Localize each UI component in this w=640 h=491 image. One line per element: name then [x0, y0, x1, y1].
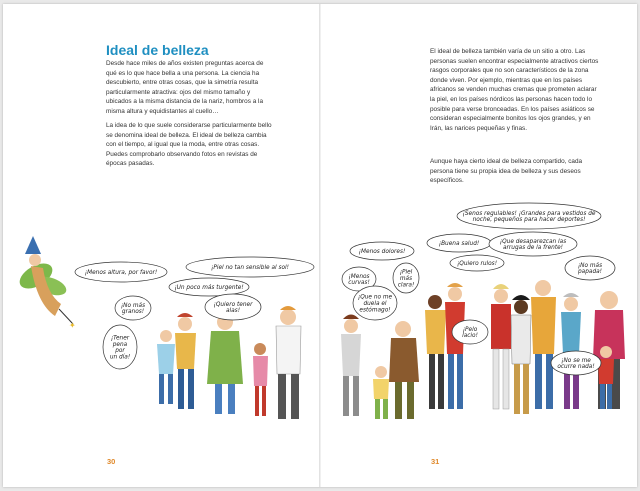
speech-bubble-text-piel-sol: ¡Piel no tan sensible al sol! [211, 265, 289, 271]
speech-bubble-text-tener-pena: ¡Tener [110, 335, 130, 342]
speech-bubble-text-desaparezcan-arrugas: ¡Que desaparezcan las [499, 238, 567, 245]
page-number-right: 31 [431, 457, 440, 466]
speech-bubble-text-pelo-lacio: lacio! [462, 333, 478, 340]
illustration-crowd [3, 4, 637, 487]
speech-bubble-text-senos-regulables: ¡Senos regulables! ¡Grandes para vestidos de [462, 210, 596, 217]
speech-bubble-text-no-mas-granos: granos! [121, 309, 145, 316]
speech-bubble-text-piel-mas-clara: más [399, 276, 413, 282]
speech-bubble-text-no-mas-granos: ¡No más [120, 302, 146, 309]
fairy-figure [15, 236, 76, 330]
right-paragraph-2: Aunque haya cierto ideal de belleza compartido, cada persona tiene su propia idea de belleza y sus deseos específicos. [430, 158, 583, 185]
speech-bubble-text-poco-turgente: ¡Un poco más turgente! [174, 285, 244, 291]
speech-bubble-text-desaparezcan-arrugas: arrugas de la frente! [502, 245, 564, 252]
speech-bubble-text-no-se-me-ocurre: ¡No se me [561, 357, 591, 364]
speech-bubble-text-tener-pena: pena [112, 341, 128, 348]
speech-bubble-text-pelo-lacio: ¡Pelo [462, 326, 478, 333]
speech-bubble-text-quiero-tener-alas: ¡Quiero tener [213, 301, 253, 308]
speech-bubble-text-mas-papada: papada! [577, 269, 603, 276]
speech-bubble-text-menos-dolores: ¡Menos dolores! [358, 249, 406, 255]
left-paragraph-2: La idea de lo que suele considerarse particularmente bello se denomina ideal de belleza. El ideal de belleza cambia con el tiempo, al igual que la moda, entre otras cosas. Puedes comprobarlo observando fotos en revistas de épocas pasadas. [106, 122, 272, 168]
speech-bubble-text-no-se-me-ocurre: ocurre nada! [557, 364, 595, 371]
speech-bubble-text-duela-estomago: ¡Que no me [357, 294, 393, 301]
speech-bubble-text-quiero-rulos: ¡Quiero rulos! [456, 261, 498, 267]
right-paragraph-1: El ideal de belleza también varía de un sitio a otro. Las personas suelen encontrar especialmente atractivos ciertos rasgos corporales que no son característicos de la zona donde viven. Por ejemplo, mientras que en los países africanos se venden muchas cremas que prometen aclarar la piel, en los países nórdicos las personas hacen todo lo posible para verse bronceadas. En los países asiáticos se consideran especialmente bonitos los ojos grandes, y en Irán, las narices pequeñas y finas. [430, 48, 599, 132]
left-crowd [157, 306, 301, 419]
speech-bubble-text-piel-mas-clara: ¡Piel [399, 269, 413, 276]
speech-bubble-text-senos-regulables: noche, pequeños para hacer deportes! [472, 217, 586, 224]
book-spread [3, 4, 637, 487]
page-number-left: 30 [107, 457, 116, 466]
speech-bubble-text-menos-altura: ¡Menos altura, por favor! [84, 270, 158, 276]
svg-text:✦: ✦ [69, 321, 76, 330]
speech-bubble-text-tener-pena: por [115, 348, 125, 355]
speech-bubble-text-quiero-tener-alas: alas! [225, 308, 241, 315]
speech-bubble-text-duela-estomago: duela el [363, 301, 387, 307]
speech-bubble-text-menos-curvas: curvas! [348, 280, 370, 287]
speech-bubble-text-mas-papada: ¡No más [577, 262, 603, 269]
speech-bubble-text-menos-curvas: ¡Menos [348, 273, 370, 280]
left-paragraph-1: Desde hace miles de años existen preguntas acerca de qué es lo que hace bella a una persona. La ciencia ha descubierto, entre otras cosas, que la simetría resulta particularmente atractiva: ojos del mismo tamaño y ubicados a la misma distancia de la nariz, hombros a la misma altura y equidistantes al cuello… [106, 60, 264, 115]
chapter-title: Ideal de belleza [106, 42, 209, 58]
speech-bubble-text-piel-mas-clara: clara! [397, 282, 415, 289]
speech-bubble-text-tener-pena: un día! [109, 354, 131, 361]
speech-bubble-text-buena-salud: ¡Buena salud! [438, 241, 480, 247]
speech-bubble-text-duela-estomago: estómago! [359, 307, 391, 314]
